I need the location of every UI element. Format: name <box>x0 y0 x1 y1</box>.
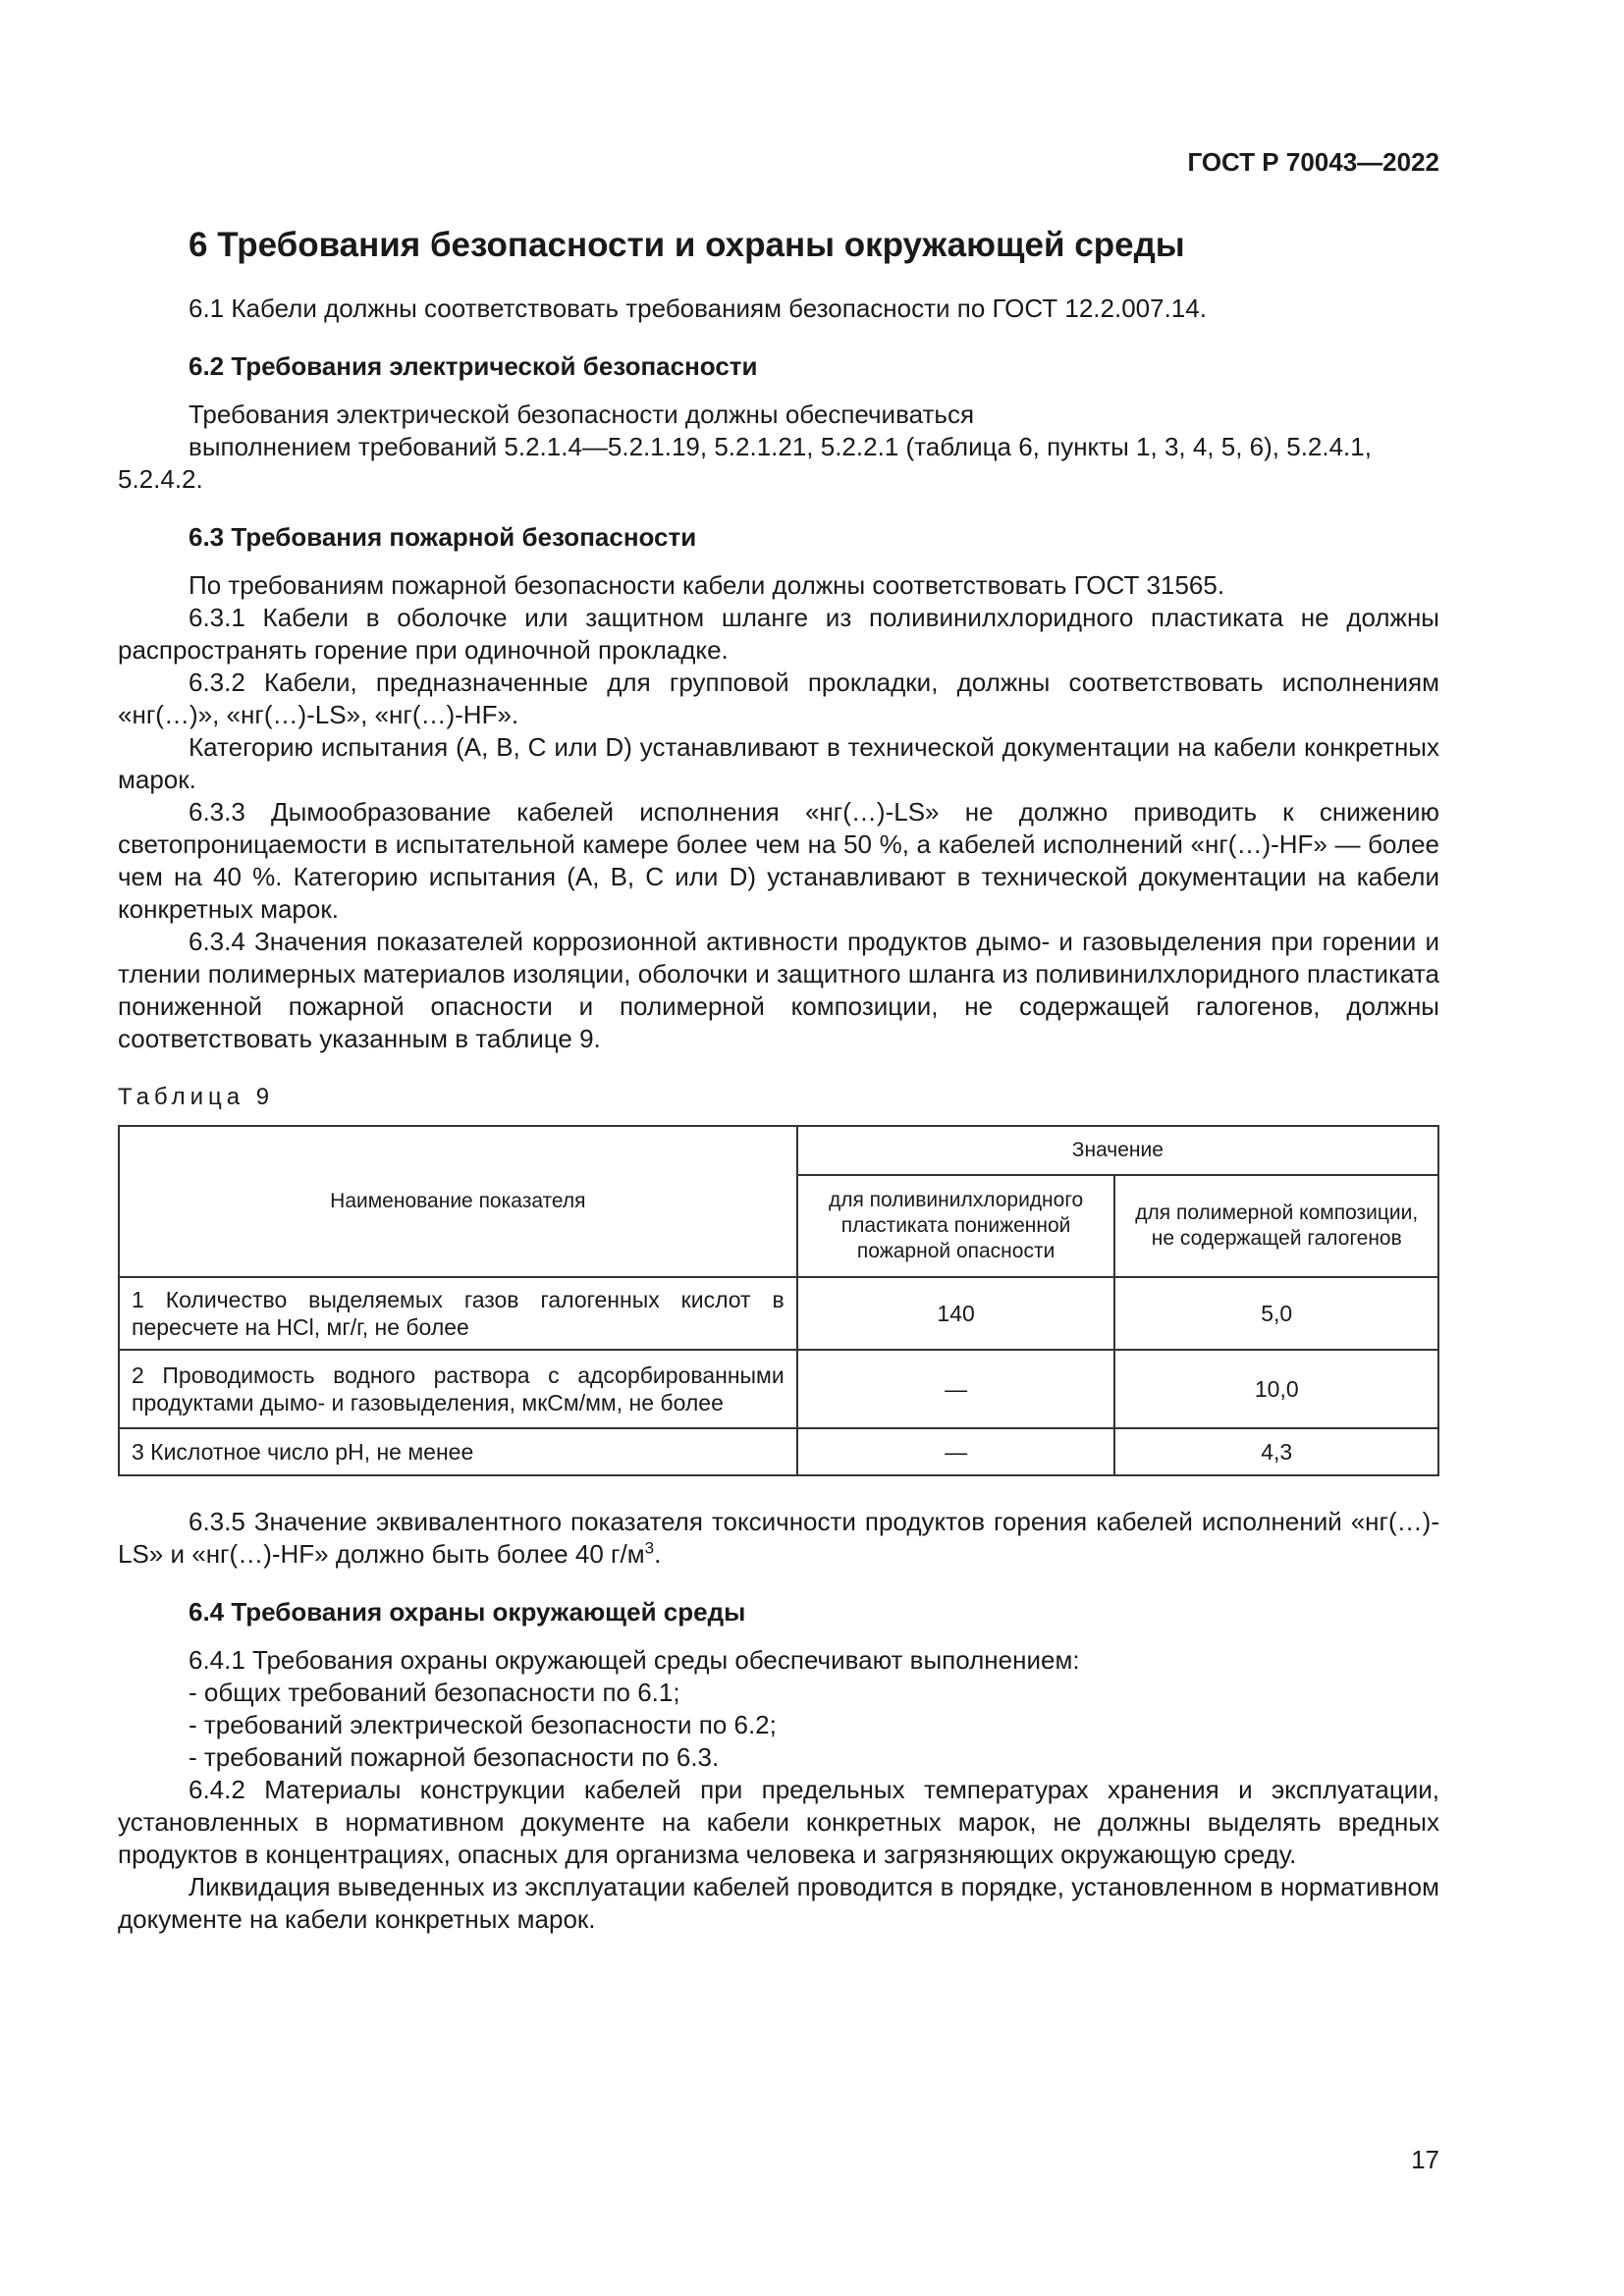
section-6-2-title: 6.2 Требования электрической безопасности <box>189 351 758 381</box>
paragraph-6-1: 6.1 Кабели должны соответствовать требованиям безопасности по ГОСТ 12.2.007.14. <box>189 294 1207 323</box>
list-item: - требований электрической безопасности по 6.2; <box>189 1710 777 1739</box>
paragraph-6-3-2: 6.3.2 Кабели, предназначенные для групповой прокладки, должны соответствовать исполнениям «нг(…)», «нг(…)-LS», «нг(…)-HF». <box>118 667 1439 729</box>
table-cell-name: 2 Проводимость водного раствора с адсорбированными продуктами дымо- и газовыделения, мкСм/мм, не более <box>119 1350 797 1428</box>
table-9-caption: Таблица 9 <box>118 1084 275 1110</box>
document-id-header: ГОСТ Р 70043—2022 <box>1187 147 1439 177</box>
table-cell-pvc: 140 <box>797 1277 1115 1350</box>
section-6-3-title: 6.3 Требования пожарной безопасности <box>189 522 697 552</box>
paragraph-6-3-2-category: Категорию испытания (A, B, C или D) устанавливают в технической документации на кабели конкретных марок. <box>118 732 1439 794</box>
table-cell-halogen-free: 10,0 <box>1114 1350 1438 1428</box>
table-9 <box>118 1125 1439 1476</box>
cubic-superscript: 3 <box>644 1538 655 1558</box>
table-header-value: Значение <box>797 1126 1438 1175</box>
table-header-name: Наименование показателя <box>119 1126 797 1277</box>
table-cell-halogen-free: 5,0 <box>1114 1277 1438 1350</box>
section-6-4-title: 6.4 Требования охраны окружающей среды <box>189 1597 746 1627</box>
table-row <box>119 1277 1438 1350</box>
paragraph-6-3-3: 6.3.3 Дымообразование кабелей исполнения «нг(…)-LS» не должно приводить к снижению светопроницаемости в испытательной камере более чем на 50 %, а кабелей исполнений «нг(…)-HF» — более чем на 40 %. Категорию испытания (A, B, C или D) устанавливают в технической документации на кабели конкретных марок. <box>118 797 1439 924</box>
paragraph-final: Ликвидация выведенных из эксплуатации кабелей проводится в порядке, установленном в нормативном документе на кабели конкретных марок. <box>118 1872 1439 1934</box>
table-row <box>119 1428 1438 1475</box>
table-cell-pvc: — <box>797 1350 1115 1428</box>
table-cell-pvc: — <box>797 1428 1115 1475</box>
paragraph-6-3-5-text: 6.3.5 Значение эквивалентного показателя токсичности продуктов горения кабелей исполнений «нг(…)-LS» и «нг(…)-HF» должно быть более 40 г/м <box>118 1507 1439 1569</box>
page-number: 17 <box>1411 2145 1439 2174</box>
table-header-pvc: для поливинилхлоридного пластиката пониженной пожарной опасности <box>797 1175 1115 1277</box>
table-header-halogen-free: для полимерной композиции, не содержащей галогенов <box>1114 1175 1438 1277</box>
paragraph-6-3-intro: По требованиям пожарной безопасности кабели должны соответствовать ГОСТ 31565. <box>189 570 1225 600</box>
paragraph-6-4-1: 6.4.1 Требования охраны окружающей среды обеспечивают выполнением: <box>189 1645 1080 1675</box>
table-row <box>119 1350 1438 1428</box>
paragraph-6-3-4: 6.3.4 Значения показателей коррозионной активности продуктов дымо- и газовыделения при горении и тлении полимерных материалов изоляции, оболочки и защитного шланга из поливинилхлоридного пластиката пониженной пожарной опасности и полимерной композиции, не содержащей галогенов, должны соответствовать указанным в таблице 9. <box>118 927 1439 1053</box>
list-item: - требований пожарной безопасности по 6.3. <box>189 1742 720 1772</box>
page-content <box>118 224 1439 1936</box>
section-6-title: 6 Требования безопасности и охраны окружающей среды <box>189 226 1185 264</box>
paragraph-6-2-line1: Требования электрической безопасности должны обеспечиваться <box>189 400 975 429</box>
paragraph-6-3-1: 6.3.1 Кабели в оболочке или защитном шланге из поливинилхлоридного пластиката не должны распространять горение при одиночной прокладке. <box>118 603 1439 665</box>
table-cell-name: 3 Кислотное число pH, не менее <box>119 1428 797 1475</box>
paragraph-6-2-line2: выполнением требований 5.2.1.4—5.2.1.19, 5.2.1.21, 5.2.2.1 (таблица 6, пункты 1, 3, 4, 5, 6), 5.2.4.1, 5.2.4.2. <box>118 432 1372 494</box>
paragraph-6-3-5-end: . <box>654 1539 662 1569</box>
paragraph-6-4-2: 6.4.2 Материалы конструкции кабелей при предельных температурах хранения и эксплуатации, установленных в нормативном документе на кабели конкретных марок, не должны выделять вредных продуктов в концентрациях, опасных для организма человека и загрязняющих окружающую среду. <box>118 1775 1439 1869</box>
table-cell-halogen-free: 4,3 <box>1114 1428 1438 1475</box>
paragraph-6-3-5 <box>118 1506 1439 1571</box>
list-item: - общих требований безопасности по 6.1; <box>189 1678 680 1707</box>
table-cell-name: 1 Количество выделяемых газов галогенных кислот в пересчете на HCl, мг/г, не более <box>119 1277 797 1350</box>
